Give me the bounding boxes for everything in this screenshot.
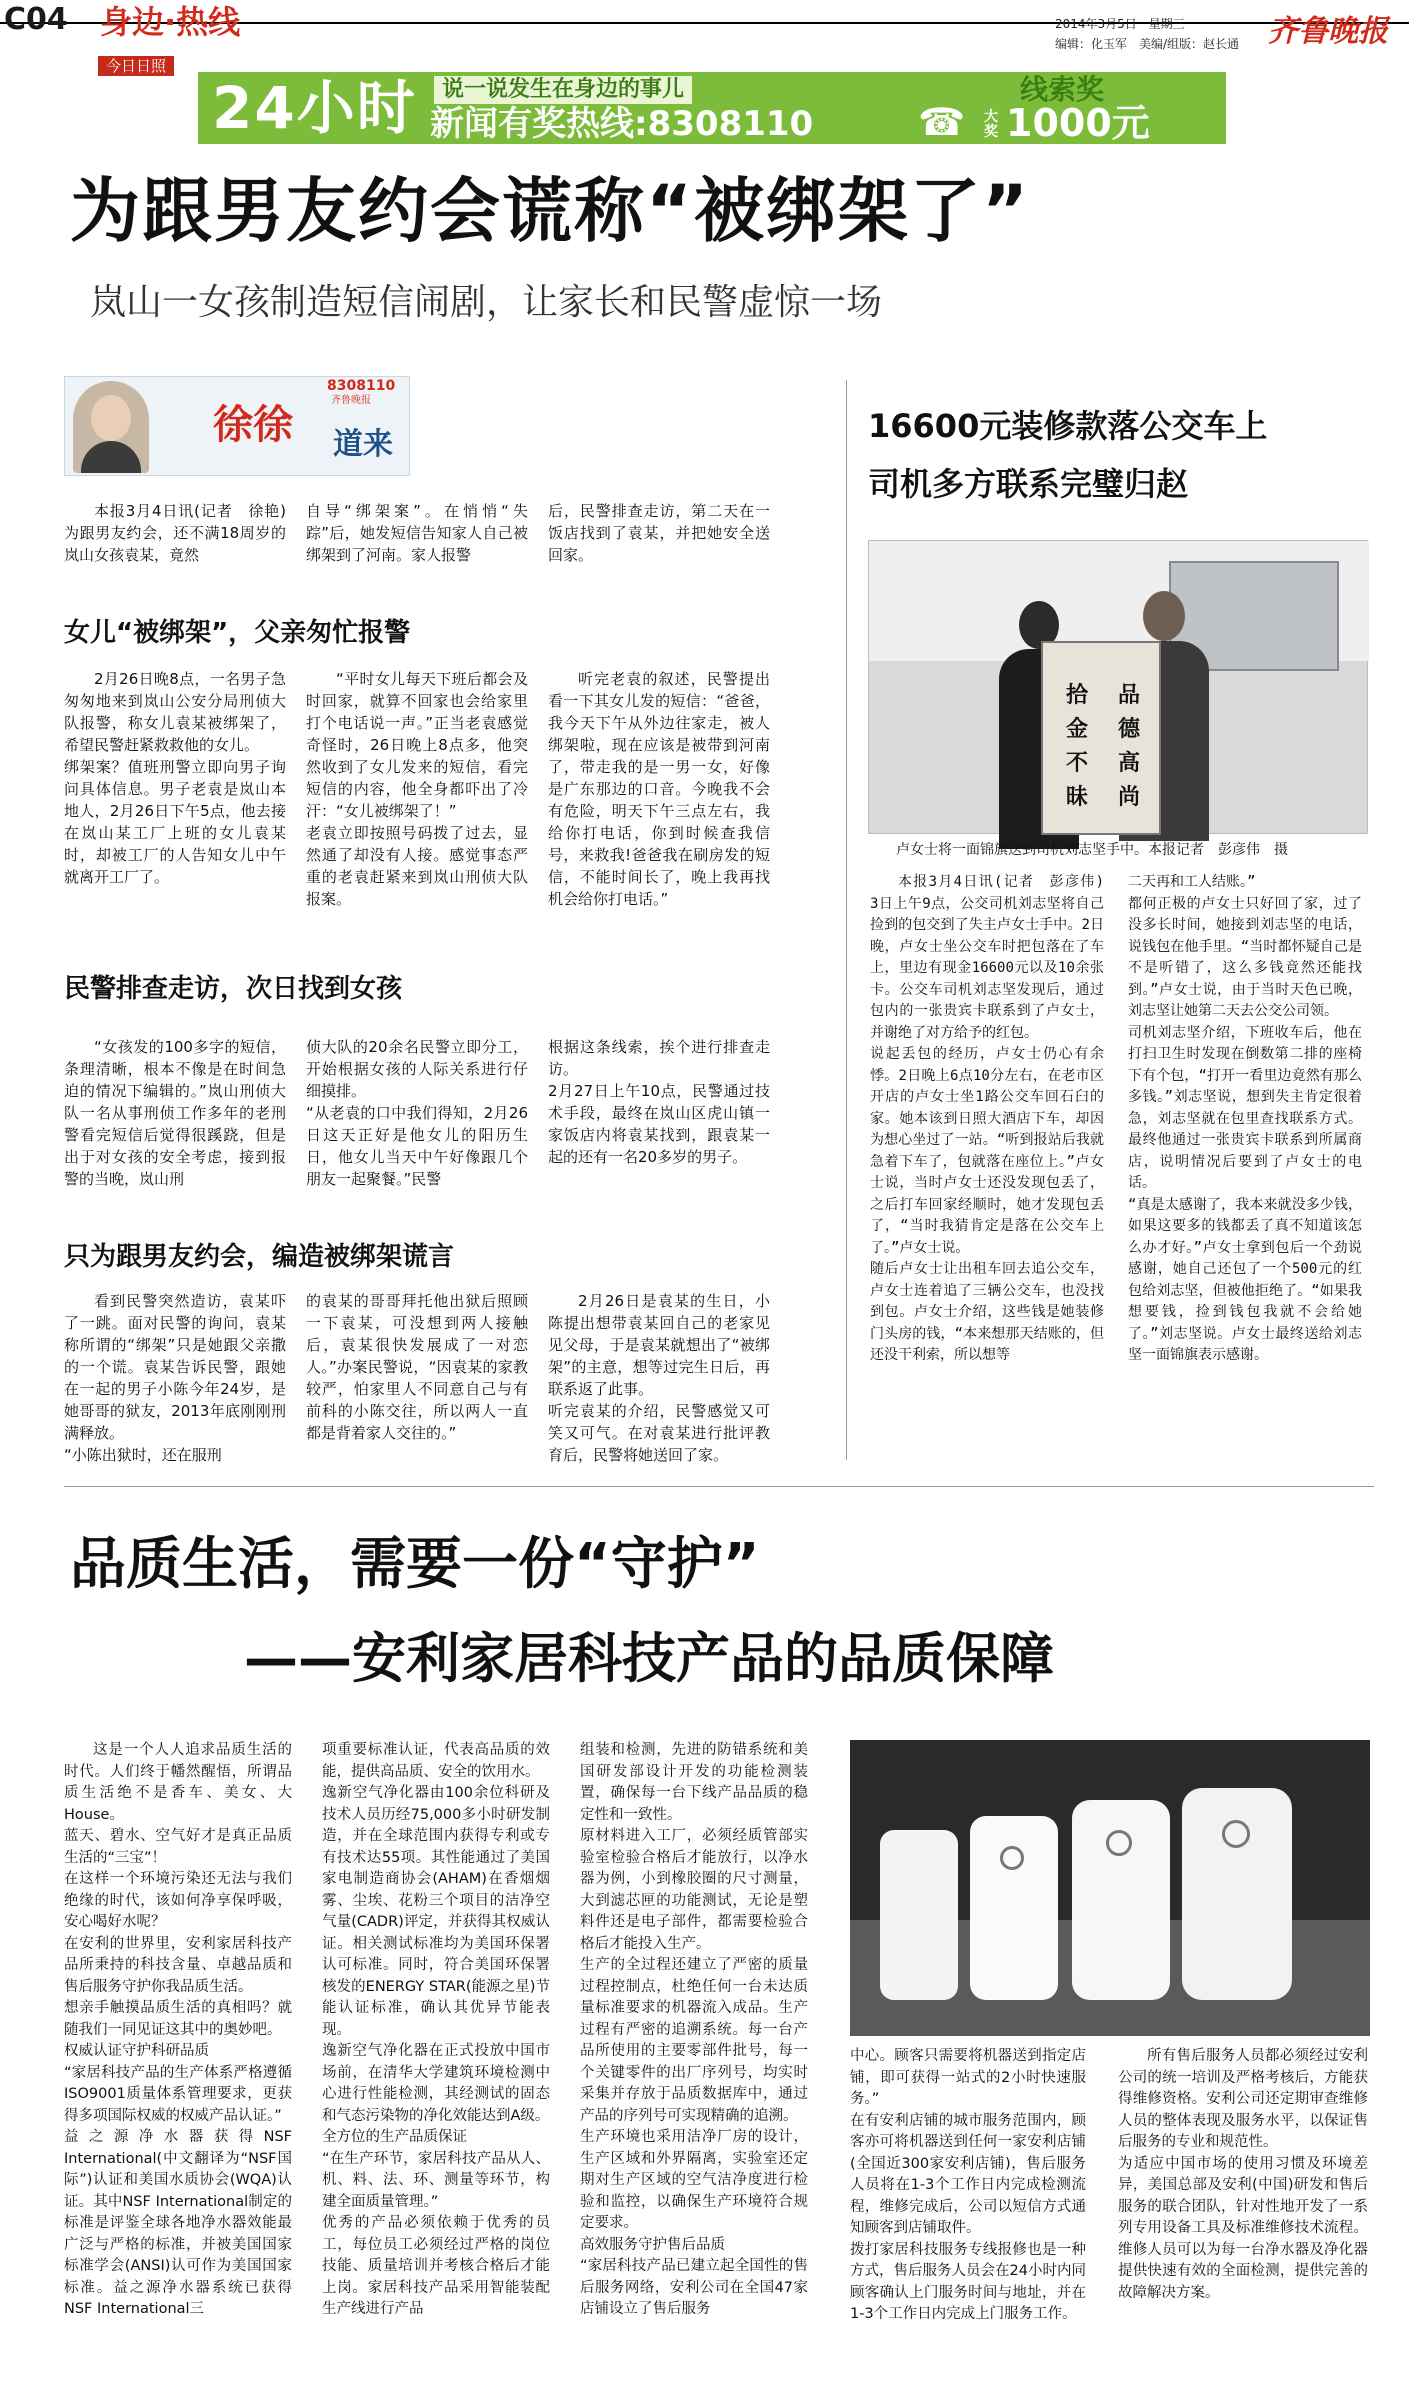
- story1-section2-title: 民警排查走访，次日找到女孩: [64, 974, 403, 1004]
- body-text: 2月26日是袁某的生日，小陈提出想带袁某回自己的老家见见父母，于是袁某就想出了“被绑架”的主意，想等过完生日后，再联系返了此事。 听完袁某的介绍，民警感觉又可笑又可气。在对袁某进行批评教育后，民警将她送回了家。: [548, 1292, 770, 1464]
- column-phone: 8308110: [327, 378, 396, 394]
- body-text: 二天再和工人结账。” 都何正极的卢女士只好回了家，过了没多长时间，她接到刘志坚的电话，说钱包在他手里。“当时都怀疑自己是不是听错了，这么多钱竟然还能找到。”卢女士说，由于当时天色已晚，刘志坚让她第二天去公交公司领。 司机刘志坚介绍，下班收车后，他在打扫卫生时发现在倒数第二排的座椅下有个包，“打开一看里边竟然有那么多钱。”刘志坚说，想到失主肯定很着急，刘志坚就在包里查找联系方式。最终他通过一张贵宾卡联系到所属商店，说明情况后要到了卢女士的电话。 “真是太感谢了，我本来就没多少钱，如果这要多的钱都丢了真不知道该怎么办才好。”卢女士拿到包后一个劲说感谢，她自己还包了一个500元的红包给刘志坚，但被他拒绝了。“如果我想要钱，捡到钱包我就不会给她了。”刘志坚说。卢女士最终送给刘志坚一面锦旗表示感谢。: [1128, 874, 1362, 1363]
- section-name: 身边·热线: [100, 3, 241, 41]
- body-text: 看到民警突然造访，袁某吓了一跳。面对民警的询问，袁某称所谓的“绑架”只是她跟父亲撒的一个谎。袁某告诉民警，跟她在一起的男子小陈今年24岁，是她哥哥的狱友，2013年底刚刚刑满释放。 “小陈出狱时，还在服刑: [64, 1292, 286, 1464]
- banner-char: 拾: [1065, 683, 1088, 708]
- story2-headline-2: 司机多方联系完璧归赵: [868, 465, 1189, 503]
- story1-s3-col-3: [548, 1290, 770, 1466]
- column-title: 徐徐: [213, 402, 293, 448]
- story2-photo-caption: 卢女士将一面锦旗送到司机刘志坚手中。本报记者 彭彦伟 摄: [896, 842, 1288, 858]
- story1-s2-col-3: [548, 1036, 770, 1236]
- story1-subhead: 岚山一女孩制造短信闹剧，让家长和民警虚惊一场: [90, 282, 883, 323]
- story3-headline: 品质生活，需要一份“守护”: [70, 1532, 760, 1597]
- lead-text: 自导“绑架案”。在悄悄“失踪”后，她发短信告知家人自己被绑架到了河南。家人报警: [306, 502, 528, 564]
- column-suffix: 道来: [333, 427, 393, 462]
- story1-lead-col-3: [548, 500, 770, 588]
- story2-col-1: [870, 872, 1104, 1472]
- hotline-banner: [198, 72, 1226, 144]
- story1-s1-col-2: [306, 668, 528, 938]
- story1-s3-col-1: [64, 1290, 286, 1466]
- banner-char: 品: [1117, 683, 1140, 708]
- section-divider: [64, 1486, 1374, 1487]
- banner-char: 不: [1065, 751, 1088, 776]
- banner-char: 德: [1117, 717, 1140, 742]
- story3-col-2: [322, 1740, 550, 2383]
- story1-lead-col-2: [306, 500, 528, 588]
- phone-icon: ☎: [918, 100, 966, 144]
- story3-subheadline: ——安利家居科技产品的品质保障: [244, 1627, 1054, 1690]
- banner-char: 高: [1117, 751, 1140, 776]
- purifier-1: [880, 1830, 958, 2000]
- purifier-4: [1182, 1788, 1292, 2000]
- body-text: 本报3月4日讯(记者 彭彦伟) 3日上午9点，公交司机刘志坚将自己捡到的包交到了失主卢女士手中。2日晚，卢女士坐公交车时把包落在了车上，里边有现金16600元以及10余张卡。公交车司机刘志坚发现后，通过包内的一张贵宾卡联系到了卢女士，并谢绝了对方给予的红包。 说起丢包的经历，卢女士仍心有余悸。2日晚上6点10分左右，在老市区开店的卢女士坐1路公交车回石臼的家。她本该到日照大酒店下车，却因为想心坐过了一站。“听到报站后我就急着下车了，包就落在座位上。”卢女士说，当时卢女士还没发现包丢了，之后打车回家经顺时，她才发现包丢了，“当时我猜肯定是落在公交车上了。”卢女士说。 随后卢女士让出租车回去追公交车，卢女士连着追了三辆公交车，也没找到包。卢女士介绍，这些钱是她装修门头房的钱，“本来想那天结账的，但还没干利索，所以想等: [870, 874, 1104, 1363]
- silk-banner: [1041, 641, 1161, 835]
- page-number: C04: [4, 2, 68, 37]
- column-logo: [64, 376, 410, 476]
- purifier-3: [1072, 1800, 1170, 2000]
- body-text: 所有售后服务人员都必须经过安利公司的统一培训及严格考核后，方能获得维修资格。安利公司还定期审查维修人员的整体表现及服务水平，以保证售后服务的专业和规范性。 为适应中国市场的使用习惯及环境差异，美国总部及安利(中国)研发和售后服务的联合团队，针对性地开发了一系列专用设备工具及标准维修技术流程。维修人员可以为每一台净水器及净化器提供快速有效的全面检测，提供完善的故障解决方案。: [1118, 2048, 1368, 2301]
- story1-s3-col-2: [306, 1290, 528, 1466]
- story2-col-2: [1128, 872, 1362, 1472]
- body-text: 听完老袁的叙述，民警提出看一下其女儿发的短信：“爸爸，我今天下午从外边往家走，被人绑架啦，现在应该是被带到河南了，带走我的是一男一女，好像是广东那边的口音。今晚我不会有危险，明天下午三点左右，我给你打电话，你到时候查我信号，来救我!爸爸我在刷房发的短信，不能时间长了，晚上我再找机会给你打电话。”: [548, 670, 770, 908]
- banner-hotline: 新闻有奖热线:8308110: [430, 104, 814, 144]
- lead-text: 本报3月4日讯(记者 徐艳) 为跟男友约会，还不满18周岁的岚山女孩袁某，竟然: [64, 502, 302, 564]
- date-text: 2014年3月5日: [1055, 17, 1137, 31]
- story3-col-1: [64, 1740, 292, 2383]
- story1-s2-col-1: [64, 1036, 286, 1236]
- edition-label: 今日日照: [98, 56, 174, 76]
- story3-col-4: [850, 2046, 1086, 2383]
- story2-photo: [868, 540, 1368, 834]
- story1-s1-col-1: [64, 668, 286, 938]
- body-text: 侦大队的20余名民警立即分工，开始根据女孩的人际关系进行仔细摸排。 “从老袁的口中我们得知，2月26日这天正好是他女儿的阳历生日，他女儿当天中午好像跟几个朋友一起聚餐。”民警: [306, 1038, 528, 1188]
- story1-lead-col-1: [64, 500, 302, 588]
- story3-col-3: [580, 1740, 808, 2383]
- story1-section1-title: 女儿“被绑架”，父亲匆忙报警: [64, 618, 411, 648]
- lead-text: 后，民警排查走访，第二天在一饭店找到了袁某，并把她安全送回家。: [548, 502, 770, 564]
- body-text: 2月26日晚8点，一名男子急匆匆地来到岚山公安分局刑侦大队报警，称女儿袁某被绑架了，希望民警赶紧救救他的女儿。 绑架案？值班刑警立即向男子询问具体信息。男子老袁是岚山本地人，2月26日下午5点，他去接在岚山某工厂上班的女儿袁某时，却被工厂的人告知女儿中午就离开工厂了。: [64, 670, 286, 886]
- body-text: “平时女儿每天下班后都会及时回家，就算不回家也会给家里打个电话说一声。”正当老袁感觉奇怪时，26日晚上8点多，他突然收到了女儿发来的短信，看完短信的内容，他全身都吓出了冷汗：“女儿被绑架了！” 老袁立即按照号码拨了过去，显然通了却没有人接。感觉事态严重的老袁赶紧来到岚山刑侦大队报案。: [306, 670, 528, 908]
- body-text: 组装和检测，先进的防错系统和美国研发部设计开发的功能检测装置，确保每一台下线产品品质的稳定性和一致性。 原材料进入工厂，必须经质管部实验室检验合格后才能放行，以净水器为例，小到橡胶圈的尺寸测量，大到滤芯匣的功能测试，无论是塑料件还是电子部件，都需要检验合格后才能投入生产。 生产的全过程还建立了严密的质量过程控制点，杜绝任何一台未达质量标准要求的机器流入成品。生产过程有严密的追溯系统。每一台产品所使用的主要零部件批号，每一个关键零件的出厂序列号，均实时采集并存放于品质数据库中，通过产品的序列号可实现精确的追溯。 生产环境也采用洁净厂房的设计，生产区域和外界隔离，实验室还定期对生产区域的空气洁净度进行检验和监控，以确保生产环境符合规定要求。 高效服务守护售后品质 “家居科技产品已建立起全国性的售后服务网络，安利公司在全国47家店铺设立了售后服务: [580, 1742, 808, 2317]
- banner-char: 昧: [1065, 785, 1088, 810]
- story1-s2-col-2: [306, 1036, 528, 1236]
- banner-hours: 24小时: [212, 74, 417, 142]
- story3-product-photo: [850, 1740, 1370, 2036]
- body-text: 的袁某的哥哥拜托他出狱后照顾一下袁某，可没想到两人接触后，袁某很快发展成了一对恋人。”办案民警说，“因袁某的家教较严，怕家里人不同意自己与有前科的小陈交往，所以两人一直都是背着家人交往的。”: [306, 1292, 528, 1442]
- story3-col-5: [1118, 2046, 1368, 2383]
- banner-prize-label: 线索奖: [1020, 73, 1105, 106]
- column-divider: [846, 380, 847, 1460]
- banner-prize-big: 大奖: [984, 109, 998, 140]
- body-text: 中心。顾客只需要将机器送到指定店铺，即可获得一站式的2小时快速服务。” 在有安利店铺的城市服务范围内，顾客亦可将机器送到任何一家安利店铺(全国近300家安利店铺)，售后服务人员将在1-3个工作日内完成检测流程，维修完成后，公司以短信方式通知顾客到店铺取件。 拨打家居科技服务专线报修也是一种方式，售后服务人员会在24小时内同顾客确认上门服务时间与地址，并在1-3个工作日内完成上门服务工作。: [850, 2048, 1086, 2322]
- banner-char: 尚: [1117, 785, 1140, 810]
- banner-prize-amount: 1000元: [1006, 101, 1150, 145]
- story1-s1-col-3: [548, 668, 770, 938]
- body-text: 项重要标准认证，代表高品质的效能，提供高品质、安全的饮用水。 逸新空气净化器由100余位科研及技术人员历经75,000多小时研发制造，并在全球范围内获得专利或专有技术达55项。其性能通过了美国家电制造商协会(AHAM)在香烟烟雾、尘埃、花粉三个项目的洁净空气量(CADR)评定，并获得其权威认证。相关测试标准均为美国环保署认可标准。同时，符合美国环保署核发的ENERGY STAR(能源之星)节能认证标准，确认其优异节能表现。 逸新空气净化器在正式投放中国市场前，在清华大学建筑环境检测中心进行性能检测，其经测试的固态和气态污染物的净化效能达到A级。 全方位的生产品质保证 “在生产环节，家居科技产品从人、机、料、法、环、测量等环节，构建全面质量管理。” 优秀的产品必须依赖于优秀的员工，每位员工必须经过严格的岗位技能、质量培训并考核合格后才能上岗。家居科技产品采用智能装配生产线进行产品: [322, 1742, 550, 2317]
- story2-headline-1: 16600元装修款落公交车上: [868, 407, 1268, 445]
- banner-char: 金: [1065, 717, 1088, 742]
- story1-headline: 为跟男友约会谎称“被绑架了”: [70, 170, 1031, 252]
- editors-credit: 编辑：化玉军 美编/组版：赵长通: [1055, 37, 1240, 51]
- paper-logo: 齐鲁晚报: [1268, 14, 1388, 49]
- body-text: “女孩发的100多字的短信，条理清晰，根本不像是在时间急迫的情况下编辑的。”岚山刑侦大队一名从事刑侦工作多年的老刑警看完短信后觉得很蹊跷，但是出于对女孩的安全考虑，接到报警的当晚，岚山刑: [64, 1038, 286, 1188]
- issue-date: [1055, 16, 1185, 32]
- body-text: 根据这条线索，挨个进行排查走访。 2月27日上午10点，民警通过技术手段，最终在岚山区虎山镇一家饭店内将袁某找到，跟袁某一起的还有一名20多岁的男子。: [548, 1038, 770, 1166]
- weekday-text: 星期三: [1148, 17, 1185, 31]
- purifier-2: [970, 1816, 1058, 2000]
- column-brand: 齐鲁晚报: [331, 395, 371, 406]
- body-text: 这是一个人人追求品质生活的时代。人们终于幡然醒悟，所谓品质生活绝不是香车、美女、大House。 蓝天、碧水、空气好才是真正品质生活的“三宝”！ 在这样一个环境污染还无法与我们绝缘的时代，该如何净享保呼吸，安心喝好水呢？ 在安利的世界里，安利家居科技产品所秉持的科技含量、卓越品质和售后服务守护你我品质生活。 想亲手触摸品质生活的真相吗？就随我们一同见证这其中的奥妙吧。 权威认证守护科研品质 “家居科技产品的生产体系严格遵循ISO9001质量体系管理要求，更获得多项国际权威的权威产品认证。” 益之源净水器获得NSF International(中文翻译为“NSF国际”)认证和美国水质协会(WQA)认证。其中NSF International制定的标准是评鉴全球各地净水器效能最广泛与严格的标准，并被美国国家标准学会(ANSI)认可作为美国国家标准。益之源净水器系统已获得NSF International三: [64, 1742, 292, 2317]
- banner-slogan: 说一说发生在身边的事儿: [434, 76, 692, 104]
- reporter-avatar: [73, 381, 149, 473]
- story1-section3-title: 只为跟男友约会，编造被绑架谎言: [64, 1242, 455, 1272]
